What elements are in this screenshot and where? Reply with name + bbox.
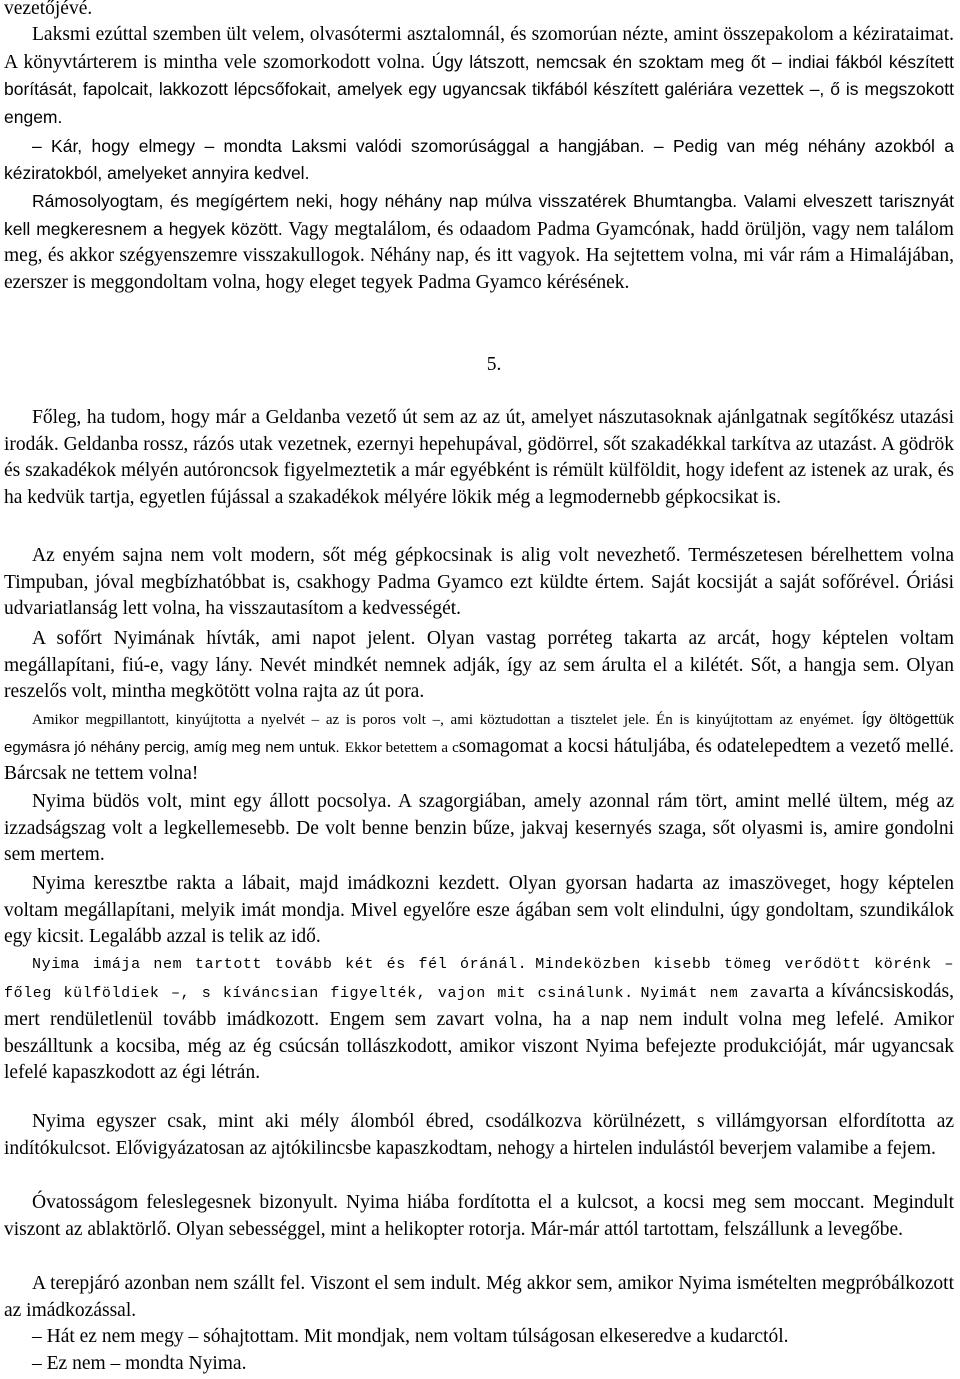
text-run: Vagy megtalálom, és odaadom Padma Gyamcónak, hadd örüljön, vagy nem találom meg, és akkor szégyenszemre visszakullogok. Néhány nap, és itt vagyok. [4,218,954,267]
text-run: Az enyém sajna nem volt modern, sőt még gépkocsinak is alig volt nevezhető. [32,545,681,566]
paragraph [4,543,954,623]
text-run: Engem sem zavart volna, ha a nap nem indult volna meg lefelé. Amikor beszálltunk a kocsiba, még az ég csúcsán tollászkodott, amikor viszont Nyima befejezte produkcióját, már ugyancsak lefelé kapaszkodott az égi létrán. [4,1009,955,1084]
paragraph [4,22,954,131]
paragraph [4,1190,954,1243]
text-run: Főleg, ha tudom, hogy már a Geldanba vezető út sem az az út, amelyet nászutasoknak ajánlgatnak segítőkész utazási irodák. [4,407,954,455]
text-run: Ekkor betettem a c [344,739,459,756]
paragraph [4,871,954,951]
paragraph [4,1351,954,1378]
paragraph [4,1109,954,1162]
paragraph [4,1271,954,1324]
paragraph [4,133,954,186]
text-run: Olyan gyorsan hadarta az imaszöveget, hogy képtelen voltam megállapítani, melyik imát mondja. [4,873,954,921]
text-run: – Kár, hogy elmegy – mondta Laksmi valódi szomorúsággal a hangjában. – Pedig van még néhány azokból a kéziratokból, amelyeket annyira kedvel. [4,136,954,183]
text-run: A terepjáró azonban nem szállt fel. Viszont el sem indult. Még akkor sem, amikor Nyima ismételten megpróbálkozott az imádkozással. [4,1273,954,1321]
text-run: – Ez nem – mondta Nyima. [32,1353,247,1374]
text-run: Laksmi ezúttal szemben ült velem, olvasótermi asztalomnál, és szomorúan nézte, amint összepakolom a kézirataimat. A könyvtárterem is mintha vele szomorkodott volna. [4,24,954,73]
text-run: Nyima büdös volt, mint egy állott pocsolya. [32,791,392,812]
text-run: Nyima imája nem tartott tovább két és fél óránál. [32,956,528,973]
text-run: – Hát ez nem megy – sóhajtottam. Mit mondjak, nem voltam túlságosan elkeseredve a kudarctól. [32,1326,789,1347]
text-run: Úgy látszott, nemcsak én szoktam meg őt – indiai fákból készített borítását, fapolcait, lakkozott lépcsőfokait, amelyek egy ugyancsak tikfából készített galériára vezettek –, ő is megszokott engem. [4,51,954,127]
paragraph [4,405,954,511]
text-run: somagomat a kocsi hátuljába, és odatelepedtem a vezető mellé. Bárcsak ne tettem volna! [4,735,955,785]
text-run: Mivel egyelőre esze ágában sem volt elindulni, úgy gondoltam, szundikálok egy kicsit. Legalább azzal is telik az idő. [4,899,954,948]
text-run: A sofőrt Nyimának hívták, ami napot jelent. [32,628,416,649]
text-run: Nyima egyszer csak, mint aki mély álomból ébred, csodálkozva körülnézett, s villámgyorsan elfordította az indítókulcsot. Elővigyázatosan az ajtókilincsbe kapaszkodtam, nehogy a hirtelen indulástól beverjem valamibe a fejem. [4,1111,954,1159]
paragraph [4,188,954,296]
text-run: rta a kíváncsiskodás, mert rendületlenül tovább imádkozott. [4,980,955,1031]
paragraph [4,789,954,869]
text-run: Nyimát nem zava [640,984,789,1002]
chapter-number: 5. [486,354,502,375]
text-run: Olyan vastag porréteg takarta az arcát, hogy képtelen voltam megállapítani, fiú-e, vagy lány. Nevét mindkét nemnek adják, így az sem árulta el a kilétét. Sőt, a hangja sem. Olyan reszelős volt, mintha megkötött volna rajta az út pora. [4,628,954,703]
text-run: Amikor megpillantott, kinyújtotta a nyelvét – az is poros volt –, ami köztudottan a tisztelet jele. Én is kinyújtottam az enyémet. [32,712,854,728]
text-run: Óvatosságom feleslegesnek bizonyult. Nyima hiába fordította el a kulcsot, a kocsi meg sem moccant. Megindult viszont az ablaktörlő. Olyan sebességgel, mint a helikopter rotorja. Már-már attól tartottam, felszállunk a levegőbe. [4,1192,954,1240]
paragraph-fragment [4,0,954,23]
text-run: De volt benne benzin bűze, jakvaj kesernyés szaga, sőt olyasmi is, amire gondolni sem mertem. [4,817,954,866]
text-run: Ha sejtettem volna, mi vár rám a Himalájában, ezerszer is meggondoltam volna, hogy eleget tegyek Padma Gyamco kérésének. [4,245,954,293]
text-run: vezetőjévé. [4,0,93,19]
text-run: Rámosolyogtam, és megígértem neki, hogy néhány nap múlva visszatérek Bhumtangba. Valami elveszett tarisznyát kell megkeresnem a hegyek között. [4,191,954,239]
text-run: Így öltögettük egymásra jó néhány percig, amíg meg nem untuk. [4,711,954,756]
paragraph [4,626,954,706]
paragraph [4,706,954,788]
text-run: Természetesen bérelhettem volna Timpuban, jóval megbízhatóbbat is, csakhogy Padma Gyamco ezt küldte értem. Saját kocsiját a saját sofőrével. Óriási udvariatlanság lett volna, ha visszautasítom a kedvességét. [4,545,954,620]
text-run: Nyima keresztbe rakta a lábait, majd imádkozni kezdett. [32,873,500,894]
text-run: Geldanba rossz, rázós utak vezetnek, ezernyi hepehupával, gödörrel, sőt szakadékkal tarkítva az utazást. [63,433,877,455]
paragraph [4,950,954,1087]
text-run: A gödrök és szakadékok mélyén autóroncsok figyelmeztetik a már egyébként is rémült külföldit, hogy idefent az istenek az urak, és ha kedvük tartja, egyetlen fújással a szakadékok mélyére lökik még a legmodernebb gépkocsikat is. [4,433,955,508]
text-run: Mindeközben kisebb tömeg verődött körénk – főleg külföldiek –, s kíváncsian figyelték, vajon mit csinálunk. [4,956,955,1002]
paragraph [4,1324,954,1351]
text-run: A szagorgiában, amely azonnal rám tört, amint mellé ültem, még az izzadságszag volt a legkellemesebb. [4,791,954,839]
